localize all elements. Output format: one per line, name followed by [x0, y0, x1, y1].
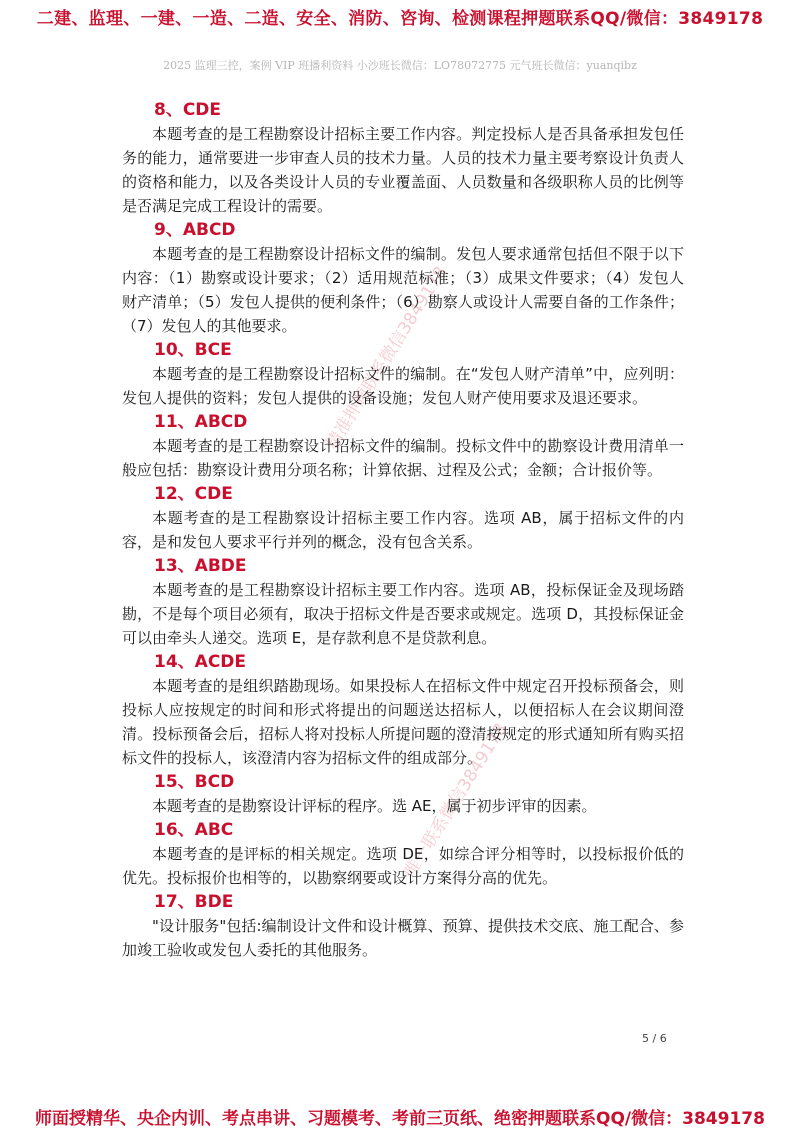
question-answer-title: 9、ABCD — [154, 220, 236, 240]
question-explanation: 本题考查的是工程勘察设计招标文件的编制。在“发包人财产清单”中，应列明：发包人提供的资料；发包人提供的设备设施；发包人财产使用要求及退还要求。 — [122, 365, 684, 407]
question-explanation: 本题考查的是工程勘察设计招标主要工作内容。选项 AB，投标保证金及现场踏勘，不是每个项目必须有，取决于招标文件是否要求或规定。选项 D，其投标保证金可以由牵头人递交。选项 E，是存款利息不是贷款利息。 — [122, 581, 684, 647]
question-explanation: 本题考查的是勘察设计评标的程序。选 AE，属于初步评审的因素。 — [152, 797, 597, 815]
question-explanation: 本题考查的是工程勘察设计招标文件的编制。发包人要求通常包括但不限于以下内容：（1）勘察或设计要求；（2）适用规范标准；（3）成果文件要求；（4）发包人财产清单；（5）发包人提供的便利条件；（6）勘察人或设计人需要自备的工作条件；（7）发包人的其他要求。 — [122, 245, 684, 335]
question-answer-title: 15、BCD — [154, 772, 235, 792]
answer-content — [122, 98, 684, 962]
question-block-14 — [122, 650, 684, 770]
page-header: 2025 监理三控，案例 VIP 班播利资料 小沙班长微信：LO78072775 元气班长微信：yuanqibz — [163, 59, 637, 72]
question-answer-title: 10、BCE — [154, 340, 232, 360]
top-promo-banner: 二建、监理、一建、一造、二造、安全、消防、咨询、检测课程押题联系QQ/微信：3849178 — [36, 9, 764, 29]
question-answer-title: 16、ABC — [154, 820, 234, 840]
watermark-text: 唯一联系微信3849178 — [400, 719, 512, 882]
watermark-text: 精准押题联系微信3849178 — [322, 263, 452, 454]
question-answer-title: 13、ABDE — [154, 556, 247, 576]
question-block-16 — [122, 818, 684, 890]
question-block-13 — [122, 554, 684, 650]
question-block-15 — [122, 770, 684, 818]
question-block-12 — [122, 482, 684, 554]
question-answer-title: 17、BDE — [154, 892, 234, 912]
question-block-9 — [122, 218, 684, 338]
question-answer-title: 8、CDE — [154, 100, 222, 120]
question-answer-title: 14、ACDE — [154, 652, 247, 672]
question-block-8 — [122, 98, 684, 218]
question-explanation: 本题考查的是工程勘察设计招标文件的编制。投标文件中的勘察设计费用清单一般应包括：勘察设计费用分项名称；计算依据、过程及公式；金额；合计报价等。 — [122, 437, 684, 479]
question-explanation: 本题考查的是组织踏勘现场。如果投标人在招标文件中规定召开投标预备会，则投标人应按规定的时间和形式将提出的问题送达招标人，以便招标人在会议期间澄清。投标预备会后，招标人将对投标人所提问题的澄清按规定的形式通知所有购买招标文件的投标人，该澄清内容为招标文件的组成部分。 — [122, 677, 684, 767]
question-explanation: 本题考查的是评标的相关规定。选项 DE，如综合评分相等时，以投标报价低的优先。投标报价也相等的，以勘察纲要或设计方案得分高的优先。 — [122, 845, 684, 887]
question-explanation: 本题考查的是工程勘察设计招标主要工作内容。判定投标人是否具备承担发包任务的能力，通常要进一步审查人员的技术力量。人员的技术力量主要考察设计负责人的资格和能力，以及各类设计人员的专业覆盖面、人员数量和各级职称人员的比例等是否满足完成工程设计的需要。 — [122, 125, 684, 215]
question-answer-title: 11、ABCD — [154, 412, 248, 432]
question-block-17 — [122, 890, 684, 962]
question-answer-title: 12、CDE — [154, 484, 233, 504]
question-block-11 — [122, 410, 684, 482]
page-number: 5 / 6 — [642, 1032, 667, 1045]
question-explanation: 本题考查的是工程勘察设计招标主要工作内容。选项 AB，属于招标文件的内容，是和发包人要求平行并列的概念，没有包含关系。 — [122, 509, 684, 551]
question-explanation: "设计服务"包括:编制设计文件和设计概算、预算、提供技术交底、施工配合、参加竣工验收或发包人委托的其他服务。 — [122, 917, 684, 959]
bottom-promo-banner: 师面授精华、央企内训、考点串讲、习题模考、考前三页纸、绝密押题联系QQ/微信：3849178 — [35, 1109, 765, 1129]
question-block-10 — [122, 338, 684, 410]
